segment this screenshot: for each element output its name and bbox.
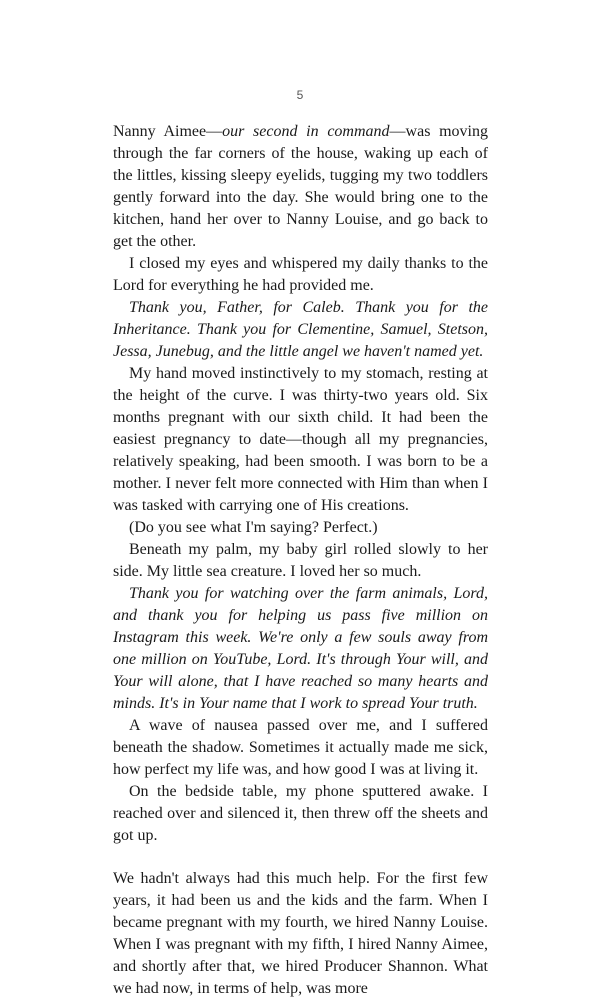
paragraph-text: Nanny Aimee— — [113, 123, 223, 140]
body-text — [113, 121, 488, 1000]
prayer-paragraph: Thank you for watching over the farm animals, Lord, and thank you for helping us pass five million on Instagram this week. We're only a few souls away from one million on YouTube, Lord. It's through Your will, and Your will alone, that I have reached so many hearts and minds. It's in Your name that I work to spread Your truth. — [113, 585, 488, 712]
paragraph: (Do you see what I'm saying? Perfect.) — [129, 519, 378, 536]
page-number: 5 — [296, 88, 304, 102]
paragraph: My hand moved instinctively to my stomach, resting at the height of the curve. I was thirty-two years old. Six months pregnant with our sixth child. It had been the easiest pregnancy to date—though all my pregnancies, relatively speaking, had been smooth. I was born to be a mother. I never felt more connected with Him than when I was tasked with carrying one of His creations. — [113, 365, 488, 514]
paragraph: Beneath my palm, my baby girl rolled slowly to her side. My little sea creature. I loved her so much. — [113, 541, 488, 580]
paragraph — [113, 121, 488, 253]
prayer-paragraph: Thank you, Father, for Caleb. Thank you for the Inheritance. Thank you for Clementine, Samuel, Stetson, Jessa, Junebug, and the little angel we haven't named yet. — [113, 299, 488, 360]
paragraph-text: —was moving through the far corners of the house, waking up each of the littles, kissing sleepy eyelids, tugging my two toddlers gently forward into the day. She would bring one to the kitchen, hand her over to Nanny Louise, and go back to get the other. — [113, 123, 489, 250]
paragraph: On the bedside table, my phone sputtered awake. I reached over and silenced it, then threw off the sheets and got up. — [113, 783, 488, 844]
emphasis-text: our second in command — [222, 123, 390, 140]
paragraph: A wave of nausea passed over me, and I suffered beneath the shadow. Sometimes it actually made me sick, how perfect my life was, and how good I was at living it. — [113, 717, 488, 778]
section-start-paragraph: We hadn't always had this much help. For the first few years, it had been us and the kids and the farm. When I became pregnant with my fourth, we hired Nanny Louise. When I was pregnant with my fifth, I hired Nanny Aimee, and shortly after that, we hired Producer Shannon. What we had now, in terms of help, was more — [113, 870, 488, 997]
paragraph: I closed my eyes and whispered my daily thanks to the Lord for everything he had provided me. — [113, 255, 488, 294]
